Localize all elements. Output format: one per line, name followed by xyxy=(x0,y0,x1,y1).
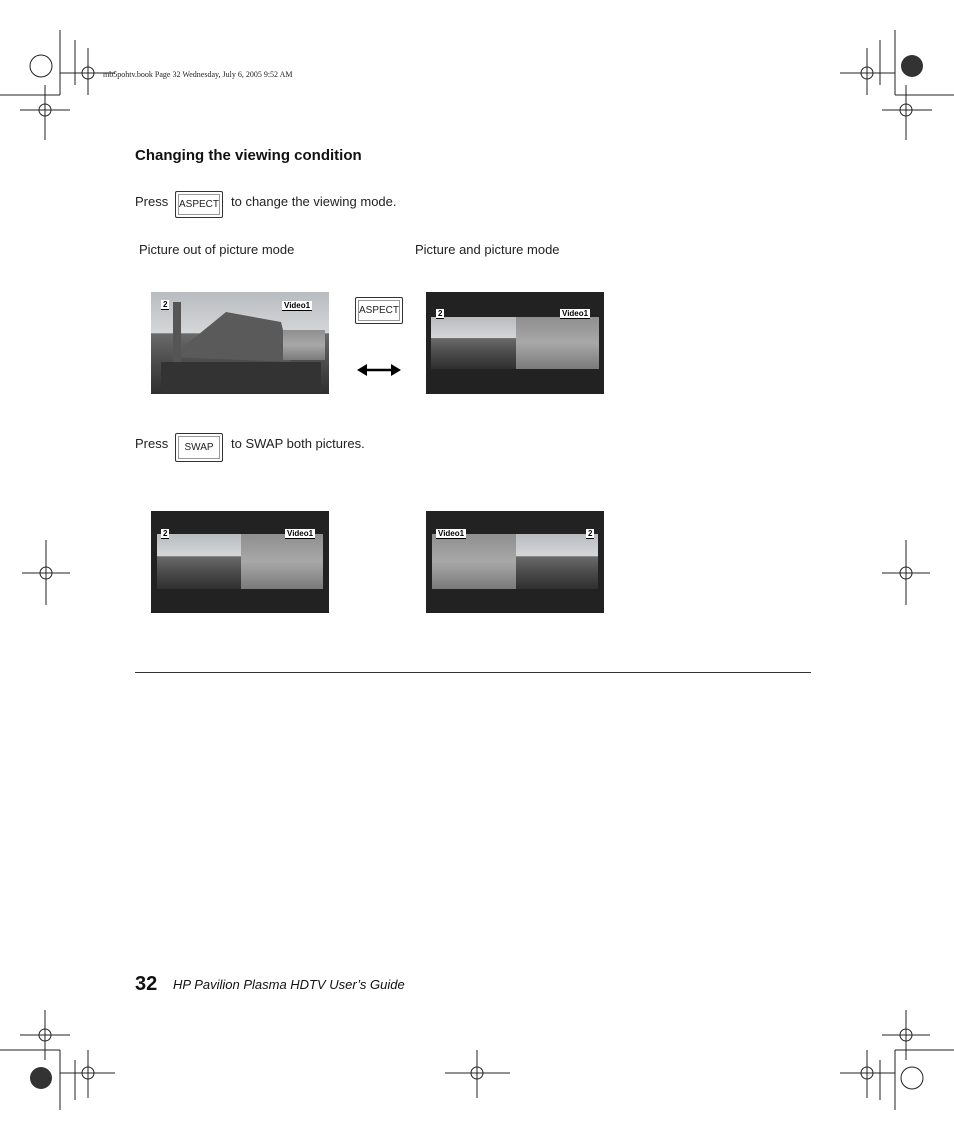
source-label: Video1 xyxy=(284,301,311,310)
swap-key: SWAP xyxy=(175,433,223,462)
pop-mode-caption: Picture out of picture mode xyxy=(139,242,295,257)
press-label-2: Press xyxy=(135,436,169,451)
right-picture xyxy=(241,534,323,589)
channel-label: 2 xyxy=(163,529,168,538)
swap-instruction: to SWAP both pictures. xyxy=(231,436,365,451)
section-heading: Changing the viewing condition xyxy=(135,147,362,164)
pap-mode-caption: Picture and picture mode xyxy=(415,242,560,257)
file-info-header: mb5pohtv.book Page 32 Wednesday, July 6, 2005 9:52 AM xyxy=(103,70,293,79)
tv-screen-pap xyxy=(426,292,604,394)
left-picture xyxy=(157,534,241,589)
tv-screen-pop xyxy=(151,292,329,394)
source-label: Video1 xyxy=(562,309,589,318)
tv-screen-before-swap xyxy=(151,511,329,613)
left-picture xyxy=(432,534,516,589)
inset-picture xyxy=(283,330,325,360)
channel-label: 2 xyxy=(438,309,443,318)
right-picture xyxy=(516,534,598,589)
left-picture xyxy=(431,317,516,369)
channel-label: 2 xyxy=(163,300,168,309)
aspect-key: ASPECT xyxy=(175,191,223,218)
guide-title: HP Pavilion Plasma HDTV User’s Guide xyxy=(173,977,405,992)
page-number: 32 xyxy=(135,973,158,995)
channel-label: 2 xyxy=(588,529,593,538)
aspect-key-diagram: ASPECT xyxy=(355,297,403,324)
press-label: Press xyxy=(135,194,169,209)
double-arrow-icon xyxy=(357,362,401,378)
source-label: Video1 xyxy=(438,529,465,538)
right-picture xyxy=(516,317,599,369)
tv-screen-after-swap xyxy=(426,511,604,613)
aspect-instruction: to change the viewing mode. xyxy=(231,194,397,209)
source-label: Video1 xyxy=(287,529,314,538)
section-divider xyxy=(135,672,811,673)
